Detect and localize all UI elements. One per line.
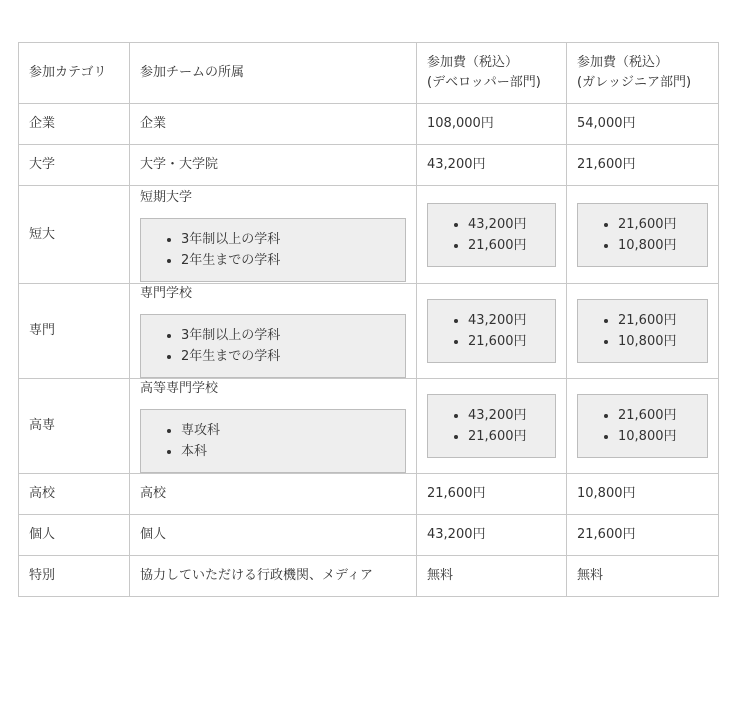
row-affiliation — [130, 284, 417, 379]
row-affiliation: 企業 — [130, 104, 417, 145]
header-developer-fee — [417, 43, 567, 104]
header-affiliation: 参加チームの所属 — [130, 43, 417, 104]
list-item: • 10,800円 — [618, 331, 707, 352]
row-garageneer-fee: 54,000円 — [567, 104, 719, 145]
table-row — [19, 145, 719, 186]
row-developer-fee: 43,200円 — [417, 145, 567, 186]
affiliation-detail-box — [140, 218, 406, 282]
row-garageneer-fee — [567, 284, 719, 379]
row-garageneer-fee: 21,600円 — [567, 515, 719, 556]
header-garageneer-fee — [567, 43, 719, 104]
fee-detail-box — [427, 394, 556, 458]
row-developer-fee — [417, 284, 567, 379]
row-category: 大学 — [19, 145, 130, 186]
list-item: • 21,600円 — [468, 235, 555, 256]
header-category: 参加カテゴリ — [19, 43, 130, 104]
list-item: • 21,600円 — [618, 405, 707, 426]
row-category: 高専 — [19, 379, 130, 474]
affiliation-detail-box — [140, 409, 406, 473]
row-category: 個人 — [19, 515, 130, 556]
list-item: • 3年制以上の学科 — [181, 229, 405, 250]
row-category: 専門 — [19, 284, 130, 379]
header-developer-fee-line2: (デベロッパー部門) — [427, 75, 541, 90]
table-row — [19, 379, 719, 474]
row-garageneer-fee: 21,600円 — [567, 145, 719, 186]
row-category: 特別 — [19, 556, 130, 597]
list-item: • 21,600円 — [468, 426, 555, 447]
row-garageneer-fee — [567, 186, 719, 284]
list-item: • 本科 — [181, 441, 405, 462]
list-item: • 2年生までの学科 — [181, 346, 405, 367]
row-developer-fee: 108,000円 — [417, 104, 567, 145]
fee-detail-box — [427, 299, 556, 363]
row-affiliation — [130, 186, 417, 284]
header-developer-fee-line1: 参加費（税込） — [427, 55, 519, 70]
table-row — [19, 556, 719, 597]
fee-detail-box — [577, 394, 708, 458]
list-item: • 専攻科 — [181, 420, 405, 441]
header-garageneer-fee-line2: (ガレッジニア部門) — [577, 75, 692, 90]
row-developer-fee: 21,600円 — [417, 474, 567, 515]
table-row — [19, 186, 719, 284]
list-item: • 21,600円 — [618, 214, 707, 235]
row-affiliation: 個人 — [130, 515, 417, 556]
row-developer-fee: 無料 — [417, 556, 567, 597]
row-garageneer-fee: 10,800円 — [567, 474, 719, 515]
table-row — [19, 515, 719, 556]
fee-detail-box — [577, 299, 708, 363]
list-item: • 2年生までの学科 — [181, 250, 405, 271]
fee-detail-box — [427, 203, 556, 267]
header-garageneer-fee-line1: 参加費（税込） — [577, 55, 669, 70]
row-category: 企業 — [19, 104, 130, 145]
row-affiliation: 協力していただける行政機関、メディア — [130, 556, 417, 597]
row-developer-fee: 43,200円 — [417, 515, 567, 556]
list-item: • 43,200円 — [468, 405, 555, 426]
list-item: • 10,800円 — [618, 235, 707, 256]
fee-detail-box — [577, 203, 708, 267]
affiliation-title: 短期大学 — [140, 189, 193, 205]
table-row — [19, 284, 719, 379]
fee-table — [18, 42, 719, 597]
list-item: • 21,600円 — [468, 331, 555, 352]
list-item: • 21,600円 — [618, 310, 707, 331]
list-item: • 43,200円 — [468, 310, 555, 331]
row-affiliation: 高校 — [130, 474, 417, 515]
table-header-row — [19, 43, 719, 104]
affiliation-title: 専門学校 — [140, 286, 193, 301]
list-item: • 43,200円 — [468, 214, 555, 235]
table-row — [19, 104, 719, 145]
list-item: • 3年制以上の学科 — [181, 325, 405, 346]
row-developer-fee — [417, 379, 567, 474]
row-category: 短大 — [19, 186, 130, 284]
row-developer-fee — [417, 186, 567, 284]
row-affiliation: 大学・大学院 — [130, 145, 417, 186]
list-item: • 10,800円 — [618, 426, 707, 447]
row-garageneer-fee: 無料 — [567, 556, 719, 597]
affiliation-title: 高等専門学校 — [140, 381, 219, 396]
row-category: 高校 — [19, 474, 130, 515]
row-garageneer-fee — [567, 379, 719, 474]
affiliation-detail-box — [140, 314, 406, 378]
table-row — [19, 474, 719, 515]
row-affiliation — [130, 379, 417, 474]
